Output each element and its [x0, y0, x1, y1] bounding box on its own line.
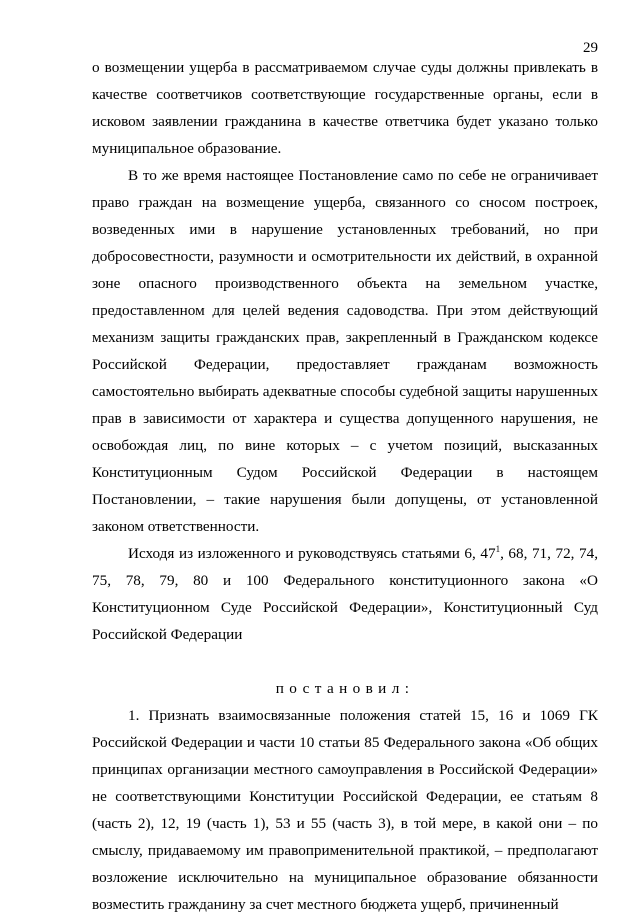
- paragraph-legal-basis: [92, 540, 598, 648]
- paragraph-continuation: о возмещении ущерба в рассматриваемом случае суды должны привлекать в качестве соответчиков соответствующие государственные органы, если в исковом заявлении гражданина в качестве ответчика будет указано только муниципальное образование.: [92, 59, 598, 157]
- document-body: [92, 54, 598, 918]
- page-number: 29: [583, 40, 598, 56]
- legal-basis-text-start: Исходя из изложенного и руководствуясь статьями 6, 47: [128, 545, 496, 562]
- article-superscript: 1: [495, 544, 501, 554]
- paragraph-right-to-compensation: В то же время настоящее Постановление само по себе не ограничивает право граждан на возмещение ущерба, связанного со сносом построек, возведенных ими в нарушение установленных требований, но при добросовестности, разумности и осмотрительности их действий, в охранной зоне опасного производственного объекта на земельном участке, предоставленном для целей ведения садоводства. При этом действующий механизм защиты гражданских прав, закрепленный в Гражданском кодексе Российской Федерации, предоставляет гражданам возможность самостоятельно выбирать адекватные способы судебной защиты нарушенных прав в зависимости от характера и существа допущенного нарушения, не освобождая лиц, по вине которых – с учетом позиций, высказанных Конституционным Судом Российской Федерации в настоящем Постановлении, – такие нарушения были допущены, от установленной законом ответственности.: [92, 167, 598, 535]
- paragraph-ruling-point-1: 1. Признать взаимосвязанные положения статей 15, 16 и 1069 ГК Российской Федерации и части 10 статьи 85 Федерального закона «Об общих принципах организации местного самоуправления в Российской Федерации» не соответствующими Конституции Российской Федерации, ее статьям 8 (часть 2), 12, 19 (часть 1), 53 и 55 (часть 3), в той мере, в какой они – по смыслу, придаваемому им правоприменительной практикой, – предполагают возложение исключительно на муниципальное образование обязанности возместить гражданину за счет местного бюджета ущерб, причиненный: [92, 707, 598, 913]
- legal-basis-text-end: , 68, 71, 72, 74, 75, 78, 79, 80 и 100 Федерального конституционного закона «О Конституционном Суде Российской Федерации», Конституционный Суд Российской Федерации: [92, 545, 598, 643]
- verdict-heading: постановил:: [275, 680, 415, 697]
